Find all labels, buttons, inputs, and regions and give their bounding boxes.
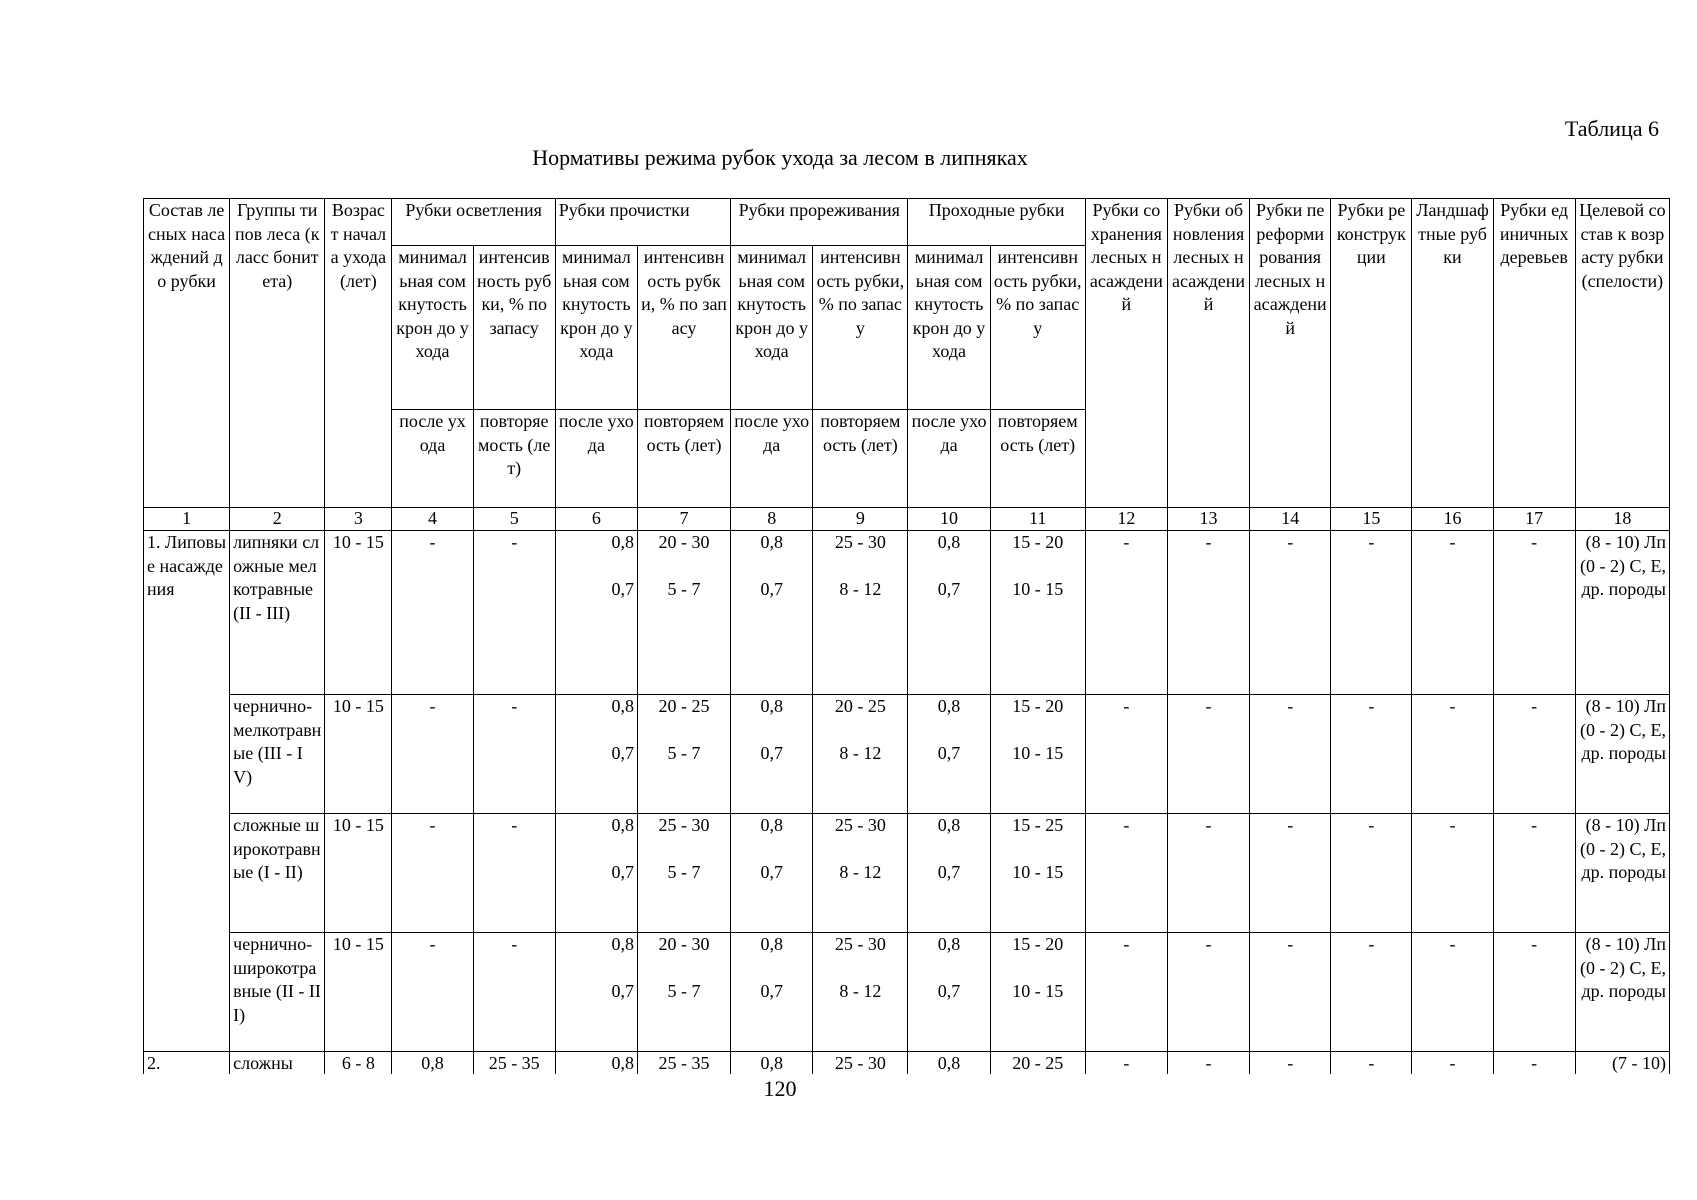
start-age: 10 - 15 [325, 933, 392, 1052]
cell: 25 - 30 [813, 1052, 908, 1075]
value-intensity: 25 - 30 [834, 934, 886, 954]
column-number: 14 [1250, 508, 1331, 531]
cell: - [1493, 531, 1575, 695]
column-number: 5 [473, 508, 555, 531]
header-group-prohodnye: Проходные рубки [908, 199, 1085, 246]
forest-type: чернично-широкотравные (II - III) [230, 933, 325, 1052]
value-after: 0,7 [611, 579, 634, 599]
value-repeat: 5 - 7 [667, 981, 701, 1001]
value-before: 0,8 [937, 696, 961, 716]
value-repeat: 10 - 15 [1012, 579, 1064, 599]
table-row [144, 531, 1670, 695]
cell: - [1250, 1052, 1331, 1075]
value-after: 0,7 [760, 579, 783, 599]
cell [731, 933, 813, 1052]
value-intensity: 25 - 30 [658, 815, 710, 835]
value-repeat: 5 - 7 [667, 862, 701, 882]
target-composition: (7 - 10) [1575, 1052, 1669, 1075]
value-after: 0,7 [937, 862, 961, 882]
cell [813, 933, 908, 1052]
header-start-age: Возраст начала ухода (лет) [325, 199, 392, 508]
cell: - [473, 531, 555, 695]
cell: - [1331, 1052, 1412, 1075]
cell: - [1493, 933, 1575, 1052]
value-repeat: 8 - 12 [839, 579, 882, 599]
header-col13: Рубки обновления лесных насаждений [1167, 199, 1249, 508]
header-col18: Целевой состав к возрасту рубки (спелости) [1575, 199, 1669, 508]
column-number: 1 [144, 508, 230, 531]
column-number: 7 [637, 508, 730, 531]
value-before: 0,8 [611, 696, 634, 716]
column-number: 11 [990, 508, 1085, 531]
target-composition: (8 - 10) Лп (0 - 2) С, Е, др. породы [1575, 814, 1669, 933]
header-composition: Состав лесных насаждений до рубки [144, 199, 230, 508]
cell [731, 695, 813, 814]
header-group-osvetlenie: Рубки осветления [392, 199, 555, 246]
start-age: 10 - 15 [325, 531, 392, 695]
value-repeat: 5 - 7 [667, 579, 701, 599]
document-title: Нормативы режима рубок ухода за лесом в липняках [532, 145, 1028, 170]
forest-type: сложны [230, 1052, 325, 1075]
cell: - [473, 695, 555, 814]
header-col16: Ландшафтные рубки [1412, 199, 1493, 508]
cell: - [1412, 1052, 1493, 1075]
target-composition: (8 - 10) Лп (0 - 2) С, Е, др. породы [1575, 695, 1669, 814]
value-intensity: 20 - 25 [658, 696, 710, 716]
cell: 0,8 [392, 1052, 473, 1075]
value-intensity: 25 - 30 [834, 532, 886, 552]
cell: - [1412, 531, 1493, 695]
cell: - [1085, 531, 1167, 695]
forest-type: чернично-мелкотравные (III - IV) [230, 695, 325, 814]
column-number: 15 [1331, 508, 1412, 531]
value-after: 0,7 [937, 743, 961, 763]
norms-table [143, 198, 1670, 1074]
column-number: 10 [908, 508, 990, 531]
cell: - [1250, 933, 1331, 1052]
cell: - [1085, 695, 1167, 814]
table-container [143, 198, 1670, 1074]
cell: - [1331, 933, 1412, 1052]
cell: - [1331, 695, 1412, 814]
value-repeat: 5 - 7 [667, 743, 701, 763]
cell: - [1412, 933, 1493, 1052]
header-after-care: после ухода [392, 410, 473, 508]
value-before: 0,8 [937, 532, 961, 552]
column-number: 6 [555, 508, 637, 531]
column-number: 9 [813, 508, 908, 531]
cell: - [1167, 695, 1249, 814]
cell: - [1085, 933, 1167, 1052]
cell: - [473, 814, 555, 933]
header-min-density: минимальная сомкнутость крон до ухода [731, 246, 813, 410]
value-before: 0,8 [611, 934, 634, 954]
header-min-density: минимальная сомкнутость крон до ухода [392, 246, 473, 410]
value-intensity: 15 - 20 [1012, 934, 1064, 954]
value-before: 0,8 [611, 815, 634, 835]
header-row [144, 199, 1670, 246]
target-composition: (8 - 10) Лп (0 - 2) С, Е, др. породы [1575, 531, 1669, 695]
cell: - [1167, 933, 1249, 1052]
cell: - [392, 695, 473, 814]
value-before: 0,8 [760, 532, 783, 552]
cell: - [1167, 1052, 1249, 1075]
cell: - [1493, 1052, 1575, 1075]
cell: - [1250, 531, 1331, 695]
cell: - [1250, 814, 1331, 933]
forest-type: сложные широкотравные (I - II) [230, 814, 325, 933]
value-before: 0,8 [937, 934, 961, 954]
cell [555, 933, 637, 1052]
column-number: 2 [230, 508, 325, 531]
cell [637, 531, 730, 695]
column-number: 13 [1167, 508, 1249, 531]
value-intensity: 15 - 20 [1012, 696, 1064, 716]
value-after: 0,7 [937, 981, 961, 1001]
header-col14: Рубки переформирования лесных насаждений [1250, 199, 1331, 508]
cell [637, 814, 730, 933]
table-row [144, 933, 1670, 1052]
cell: - [392, 933, 473, 1052]
cell [731, 814, 813, 933]
header-col15: Рубки реконструкции [1331, 199, 1412, 508]
value-intensity: 20 - 30 [658, 934, 710, 954]
header-intensity: интенсивность рубки, % по запасу [813, 246, 908, 410]
target-composition: (8 - 10) Лп (0 - 2) С, Е, др. породы [1575, 933, 1669, 1052]
header-repeatability: повторяемость (лет) [637, 410, 730, 508]
header-group-prorezhivanie: Рубки прореживания [731, 199, 908, 246]
value-intensity: 20 - 30 [658, 532, 710, 552]
header-repeatability: повторяемость (лет) [473, 410, 555, 508]
column-number: 8 [731, 508, 813, 531]
cell [813, 814, 908, 933]
cell: - [392, 814, 473, 933]
group-label: 1. Липовые насаждения [144, 531, 230, 1052]
value-after: 0,7 [760, 743, 783, 763]
cell: - [1412, 695, 1493, 814]
header-repeatability: повторяемость (лет) [813, 410, 908, 508]
value-repeat: 8 - 12 [839, 981, 882, 1001]
value-repeat: 10 - 15 [1012, 862, 1064, 882]
column-number: 12 [1085, 508, 1167, 531]
header-min-density: минимальная сомкнутость крон до ухода [555, 246, 637, 410]
value-after: 0,7 [611, 743, 634, 763]
cell: 0,8 [731, 1052, 813, 1075]
header-intensity: интенсивность рубки, % по запасу [473, 246, 555, 410]
value-after: 0,7 [760, 862, 783, 882]
value-repeat: 10 - 15 [1012, 743, 1064, 763]
cell [637, 933, 730, 1052]
cell: 20 - 25 [990, 1052, 1085, 1075]
cell [555, 814, 637, 933]
cell: - [1493, 814, 1575, 933]
cell [990, 531, 1085, 695]
value-after: 0,7 [611, 981, 634, 1001]
cell [813, 695, 908, 814]
cell [555, 695, 637, 814]
value-after: 0,7 [937, 579, 961, 599]
cell [908, 814, 990, 933]
header-after-care: после ухода [555, 410, 637, 508]
value-intensity: 20 - 25 [834, 696, 886, 716]
value-before: 0,8 [760, 934, 783, 954]
cell [990, 933, 1085, 1052]
value-before: 0,8 [760, 696, 783, 716]
table-row [144, 695, 1670, 814]
cell [908, 933, 990, 1052]
cell: - [1493, 695, 1575, 814]
header-after-care: после ухода [908, 410, 990, 508]
cell [990, 814, 1085, 933]
header-repeatability: повторяемость (лет) [990, 410, 1085, 508]
cell: - [1331, 531, 1412, 695]
column-number: 18 [1575, 508, 1669, 531]
value-before: 0,8 [611, 532, 634, 552]
start-age: 10 - 15 [325, 695, 392, 814]
table-label: Таблица 6 [1564, 116, 1659, 141]
cell: - [1331, 814, 1412, 933]
header-after-care: после ухода [731, 410, 813, 508]
group-label: 2. [144, 1052, 230, 1075]
table-row [144, 1052, 1670, 1075]
cell: - [473, 933, 555, 1052]
cell [637, 695, 730, 814]
value-before: 0,8 [760, 815, 783, 835]
value-after: 0,7 [760, 981, 783, 1001]
cell: 0,8 [908, 1052, 990, 1075]
header-min-density: минимальная сомкнутость крон до ухода [908, 246, 990, 410]
column-number: 3 [325, 508, 392, 531]
value-repeat: 8 - 12 [839, 862, 882, 882]
cell [908, 531, 990, 695]
header-intensity: интенсивность рубки, % по запасу [990, 246, 1085, 410]
value-intensity: 15 - 20 [1012, 532, 1064, 552]
cell: - [392, 531, 473, 695]
header-forest-type-groups: Группы типов леса (класс бонитета) [230, 199, 325, 508]
value-before: 0,8 [937, 815, 961, 835]
cell [908, 695, 990, 814]
start-age: 10 - 15 [325, 814, 392, 933]
column-number: 17 [1493, 508, 1575, 531]
value-repeat: 8 - 12 [839, 743, 882, 763]
table-row [144, 814, 1670, 933]
value-repeat: 10 - 15 [1012, 981, 1064, 1001]
header-col12: Рубки сохранения лесных насаждений [1085, 199, 1167, 508]
cell [555, 531, 637, 695]
header-col17: Рубки единичных деревьев [1493, 199, 1575, 508]
cell: - [1412, 814, 1493, 933]
cell: - [1085, 1052, 1167, 1075]
cell: 0,8 [555, 1052, 637, 1075]
cell [990, 695, 1085, 814]
cell: - [1167, 814, 1249, 933]
cell: - [1085, 814, 1167, 933]
page-number: 120 [763, 1076, 797, 1101]
value-intensity: 25 - 30 [834, 815, 886, 835]
cell: - [1167, 531, 1249, 695]
header-intensity: интенсивность рубки, % по запасу [637, 246, 730, 410]
value-after: 0,7 [611, 862, 634, 882]
cell: 25 - 35 [637, 1052, 730, 1075]
column-number: 16 [1412, 508, 1493, 531]
cell [731, 531, 813, 695]
cell: 25 - 35 [473, 1052, 555, 1075]
start-age: 6 - 8 [325, 1052, 392, 1075]
column-number: 4 [392, 508, 473, 531]
header-group-prochistka: Рубки прочистки [555, 199, 730, 246]
value-intensity: 15 - 25 [1012, 815, 1064, 835]
cell [813, 531, 908, 695]
forest-type: липняки сложные мелкотравные (II - III) [230, 531, 325, 695]
column-number-row [144, 508, 1670, 531]
cell: - [1250, 695, 1331, 814]
